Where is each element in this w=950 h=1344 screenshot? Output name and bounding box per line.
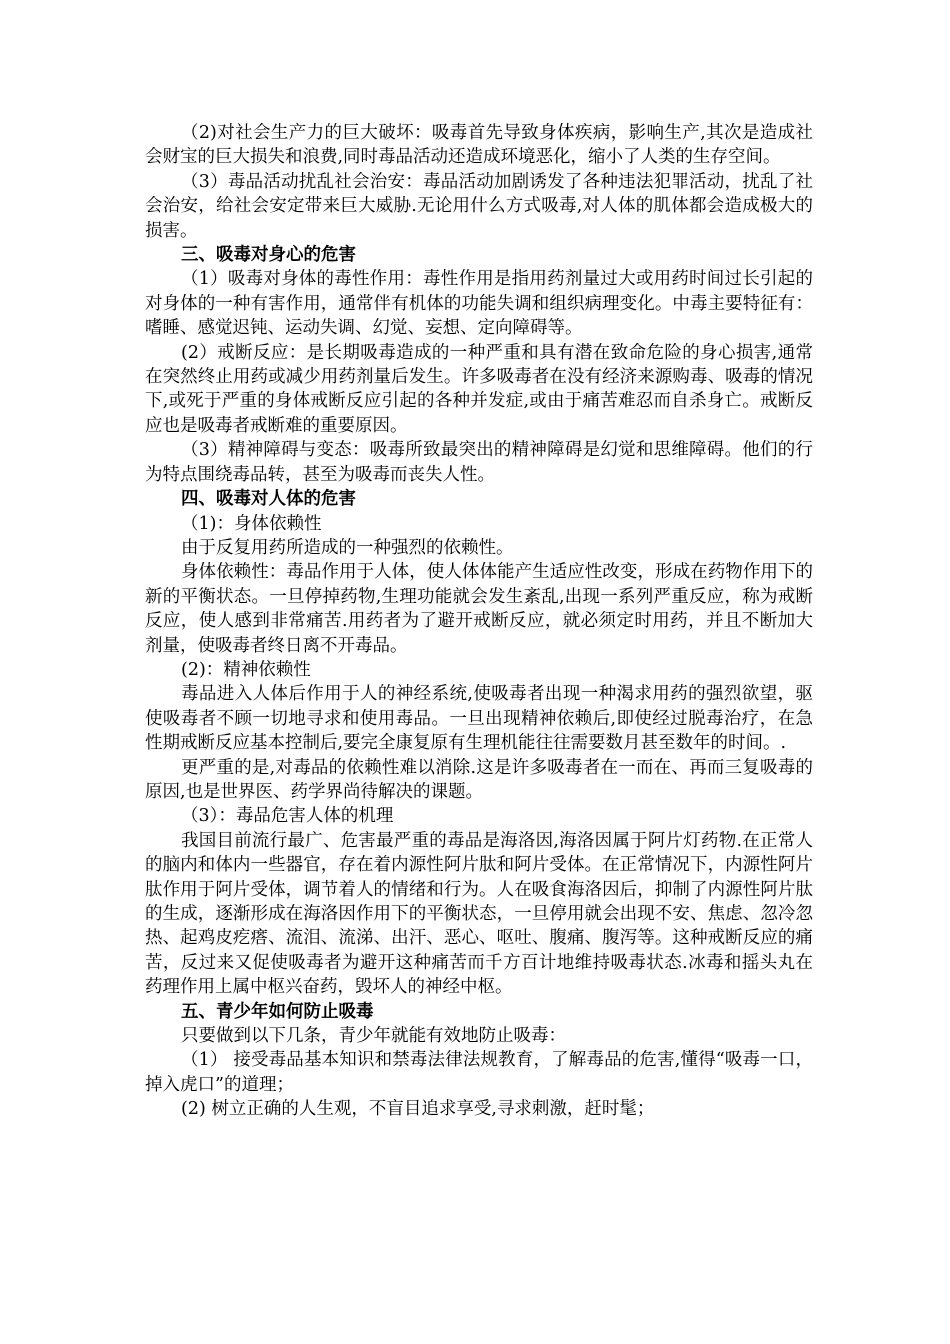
paragraph: 更严重的是,对毒品的依赖性难以消除.这是许多吸毒者在一而在、再而三复吸毒的原因,也是世界医、药学界尚待解决的课题。 — [145, 757, 813, 802]
sub-heading: (2)：精神依赖性 — [181, 659, 311, 680]
paragraph: (2）戒断反应：是长期吸毒造成的一种严重和具有潜在致命危险的身心损害,通常在突然终止用药或减少用药剂量后发生。许多吸毒者在没有经济来源购毒、吸毒的情况下,或死于严重的身体戒断反应引起的各种并发症,或由于痛苦难忍而自杀身亡。戒断反应也是吸毒者戒断难的重要原因。 — [145, 342, 813, 436]
paragraph: （1）吸毒对身体的毒性作用：毒性作用是指用药剂量过大或用药时间过长引起的对身体的一种有害作用，通常伴有机体的功能失调和组织病理变化。中毒主要特征有：嗜睡、感觉迟钝、运动失调、幻觉、妄想、定向障碍等。 — [145, 269, 813, 339]
paragraph: 毒品进入人体后作用于人的神经系统,使吸毒者出现一种渴求用药的强烈欲望，驱使吸毒者不顾一切地寻求和使用毒品。一旦出现精神依赖后,即使经过脱毒治疗，在急性期戒断反应基本控制后,要完全康复原有生理机能往往需要数月甚至数年的时间。. — [145, 684, 813, 754]
sub-heading: （1)：身体依赖性 — [181, 513, 322, 534]
sub-heading: （3）：毒品危害人体的机理 — [181, 806, 394, 827]
section-heading: 三、吸毒对身心的危害 — [181, 245, 356, 266]
paragraph: （3）毒品活动扰乱社会治安：毒品活动加剧诱发了各种违法犯罪活动，扰乱了社会治安，给社会安定带来巨大威胁.无论用什么方式吸毒,对人体的肌体都会造成极大的损害。 — [145, 171, 813, 241]
paragraph: 只要做到以下几条，青少年就能有效地防止吸毒： — [181, 1026, 566, 1047]
list-item: (2) 树立正确的人生观，不盲目追求享受,寻求刺激，赶时髦； — [181, 1099, 655, 1120]
section-heading: 五、青少年如何防止吸毒 — [181, 1001, 374, 1022]
section-heading: 四、吸毒对人体的危害 — [181, 489, 356, 510]
paragraph: 我国目前流行最广、危害最严重的毒品是海洛因,海洛因属于阿片灯药物.在正常人的脑内和体内一些器官，存在着内源性阿片肽和阿片受体。在正常情况下，内源性阿片肽作用于阿片受体，调节着人的情绪和行为。人在吸食海洛因后，抑制了内源性阿片肽的生成，逐渐形成在海洛因作用下的平衡状态，一旦停用就会出现不安、焦虑、忽冷忽热、起鸡皮疙瘩、流泪、流涕、出汗、恶心、呕吐、腹痛、腹泻等。这种戒断反应的痛苦，反过来又促使吸毒者为避开这种痛苦而千方百计地维持吸毒状态.冰毒和摇头丸在药理作用上属中枢兴奋药，毁坏人的神经中枢。 — [145, 830, 813, 998]
paragraph: （3）精神障碍与变态：吸毒所致最突出的精神障碍是幻觉和思维障碍。他们的行为特点围绕毒品转，甚至为吸毒而丧失人性。 — [145, 440, 813, 485]
paragraph: 身体依赖性：毒品作用于人体，使人体体能产生适应性改变，形成在药物作用下的新的平衡状态。一旦停掉药物,生理功能就会发生紊乱,出现一系列严重反应，称为戒断反应，使人感到非常痛苦.用药者为了避开戒断反应，就必须定时用药，并且不断加大剂量，使吸毒者终日离不开毒品。 — [145, 562, 813, 656]
list-item: （1） 接受毒品基本知识和禁毒法律法规教育，了解毒品的危害,懂得“吸毒一口，掉入虎口”的道理； — [145, 1050, 813, 1095]
paragraph: （2)对社会生产力的巨大破坏：吸毒首先导致身体疾病，影响生产,其次是造成社会财宝的巨大损失和浪费,同时毒品活动还造成环境恶化，缩小了人类的生存空间。 — [145, 123, 813, 168]
document-page — [145, 121, 813, 1122]
paragraph: 由于反复用药所造成的一种强烈的依赖性。 — [181, 537, 514, 558]
